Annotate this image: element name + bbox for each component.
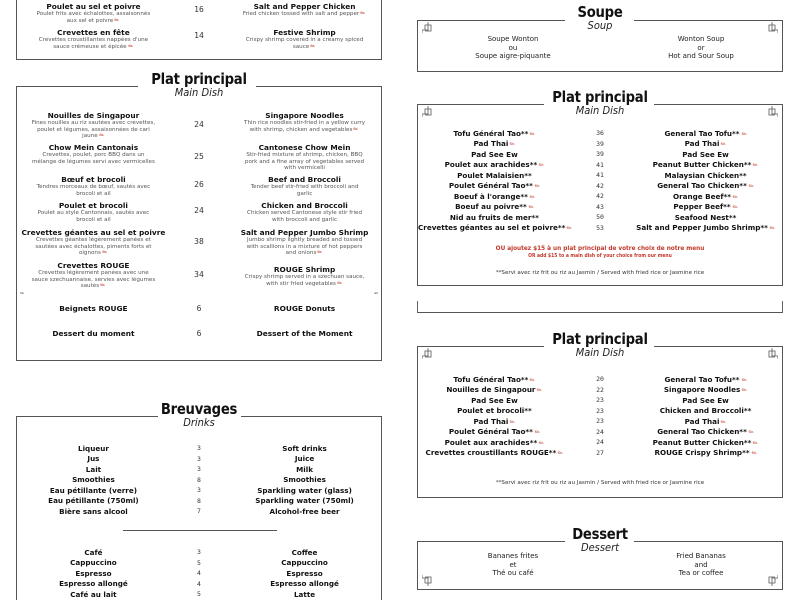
- chili-pepper-icon: ✎: [739, 129, 749, 139]
- drink-price: 8: [197, 496, 201, 505]
- item-price: 23: [596, 406, 604, 415]
- item-desc-fr: Crevettes, poulet, porc BBQ dans un mélange de légumes servi avec vermicelles: [31, 152, 155, 165]
- drink-name-en: Sparkling water (750ml): [255, 496, 354, 506]
- item-name-en: General Tao Chicken**: [657, 427, 747, 437]
- menu-item: [17, 228, 381, 257]
- item-name-fr: Poulet aux arachides**: [444, 437, 538, 447]
- chili-pepper-icon: ✎: [556, 449, 565, 459]
- drinks-list-hot: [17, 547, 381, 600]
- item-name-en: Cantonese Chow Mein: [258, 143, 351, 152]
- corner-ornament-icon: [766, 575, 778, 587]
- drink-row: [17, 475, 381, 486]
- item-name-en: ROUGE Shrimp: [273, 265, 336, 274]
- item-desc-en: Chicken served Cantonese style stir fried with broccoli and garlic: [247, 210, 363, 223]
- dessert-options-fr: [438, 552, 588, 578]
- menu-item: [418, 139, 782, 150]
- item-name-en: General Tao Chicken**: [657, 181, 747, 191]
- chili-pepper-icon: ✎: [359, 9, 368, 18]
- menu-item: [418, 212, 782, 223]
- item-name-fr: Boeuf au poivre**: [455, 202, 527, 212]
- drink-name-fr: Café au lait: [70, 589, 117, 599]
- item-name-fr: Dessert du moment: [52, 329, 135, 338]
- item-name-fr: Pad See Ew: [471, 395, 518, 405]
- menu-item: [418, 128, 782, 139]
- menu-item: [17, 143, 381, 172]
- section-title: [418, 526, 782, 554]
- chili-pepper-icon: ✎: [126, 41, 135, 51]
- item-price: 24: [194, 120, 204, 129]
- drink-row: [17, 579, 381, 590]
- item-price: 14: [194, 31, 204, 40]
- chili-pepper-icon: ✎: [533, 182, 542, 192]
- menu-item: [418, 427, 782, 438]
- chili-pepper-icon: ✎: [751, 161, 760, 171]
- item-name-en: Festive Shrimp: [273, 28, 336, 37]
- drink-row: [17, 506, 381, 517]
- menu-item: [418, 448, 782, 459]
- menu-item: [17, 201, 381, 223]
- soup-options-fr: [438, 35, 588, 61]
- section-title-fr: Dessert: [572, 525, 628, 543]
- corner-ornament-icon: [422, 347, 434, 359]
- drink-name-fr: Bière sans alcool: [59, 506, 128, 516]
- item-desc-fr: Tendres morceaux de bœuf, sautés avec brocoli et ail: [36, 184, 151, 197]
- item-desc-en: Fried chicken tossed with salt and pepper✎: [242, 9, 368, 18]
- item-desc-fr: Crevettes croustillantes nappées d'une sauce crémeuse et épicée✎: [38, 37, 149, 51]
- item-price: 25: [194, 152, 204, 161]
- promo-text-fr: OU ajoutez $15 à un plat principal de votre choix de notre menu: [495, 244, 705, 252]
- item-price: 50: [596, 213, 604, 222]
- corner-ornament-icon: [766, 105, 778, 117]
- menu-item: [418, 395, 782, 406]
- item-price: 24: [596, 427, 604, 436]
- drink-row: [17, 558, 381, 569]
- item-name-fr: Poulet Général Tao**: [448, 181, 533, 191]
- main-dish-section-dinner: [417, 88, 783, 286]
- item-name-fr: Bœuf et brocoli: [61, 175, 126, 184]
- soup-line: ou: [508, 43, 518, 52]
- item-price: 36: [596, 129, 604, 138]
- item-name-fr: Poulet aux arachides**: [444, 160, 538, 170]
- item-name-en: Singapore Noodles: [265, 111, 344, 120]
- item-price: 39: [596, 139, 604, 148]
- drink-name-fr: Eau pétillante (verre): [49, 485, 137, 495]
- dessert-line: and: [694, 560, 708, 569]
- chili-pepper-icon: ✎: [97, 131, 106, 140]
- item-price: 6: [196, 329, 202, 338]
- desserts-list-box: [16, 294, 382, 361]
- soup-line: Soupe Wonton: [487, 35, 539, 43]
- soup-line: Hot and Sour Soup: [668, 52, 734, 60]
- section-title-en: Main Dish: [575, 104, 625, 117]
- item-desc-fr: Poulet frits avec échalottes, assaisonnés aux sel et poivre✎: [36, 11, 151, 25]
- chili-pepper-icon: ✎: [533, 428, 542, 438]
- section-title-fr: Soupe: [577, 3, 623, 21]
- chili-pepper-icon: ✎: [309, 41, 318, 51]
- item-price: 24: [194, 206, 204, 215]
- drink-name-fr: Espresso: [75, 568, 112, 578]
- drink-name-en: Sparkling water (glass): [257, 485, 352, 495]
- dessert-options-en: [626, 552, 776, 578]
- menu-item: [418, 149, 782, 160]
- dessert-line: Fried Bananas: [676, 552, 726, 560]
- soup-line: Soupe aigre-piquante: [475, 52, 551, 60]
- section-title: [418, 4, 782, 32]
- item-name-fr: Poulet et brocoli: [58, 201, 128, 210]
- blank-box: [417, 301, 783, 313]
- item-name-en: Peanut Butter Chicken**: [652, 160, 752, 170]
- item-desc-fr: Crevettes géantes légèrement panées et sautées avec échalottes, piments forts et oignons✎: [35, 237, 152, 257]
- chili-pepper-icon: ✎: [528, 129, 538, 139]
- chili-pepper-icon: ✎: [352, 124, 361, 134]
- drink-name-en: Espresso: [286, 568, 323, 578]
- section-title-fr: Plat principal: [552, 88, 648, 106]
- chili-pepper-icon: ✎: [751, 438, 760, 448]
- item-name-fr: Poulet Général Tao**: [448, 427, 533, 437]
- section-title: [17, 71, 381, 99]
- item-price: 42: [596, 192, 604, 201]
- item-name-en: ROUGE Donuts: [273, 304, 336, 313]
- drink-name-fr: Espresso allongé: [59, 579, 128, 589]
- appetizers-box: [16, 0, 382, 60]
- item-name-fr: Beignets ROUGE: [59, 304, 128, 313]
- main-dish-section: [16, 70, 382, 298]
- drink-name-en: Alcohol-free beer: [269, 506, 340, 516]
- chili-pepper-icon: ✎: [747, 428, 756, 438]
- main-dish-list: [418, 128, 782, 233]
- dessert-line: Tea or coffee: [678, 569, 724, 577]
- section-title-en: Main Dish: [575, 346, 625, 359]
- menu-item: [418, 223, 782, 234]
- chili-pepper-icon: ✎: [740, 386, 749, 396]
- drink-price: 5: [197, 590, 201, 599]
- menu-item: [418, 416, 782, 427]
- menu-item: [418, 437, 782, 448]
- section-title: [418, 89, 782, 117]
- chili-pepper-icon: ✎: [731, 192, 740, 202]
- corner-ornament-icon: [422, 105, 434, 117]
- main-dish-list: [418, 374, 782, 458]
- item-name-fr: Nouilles de Singapour: [446, 385, 536, 395]
- drink-price: 4: [197, 569, 201, 578]
- dessert-line: et: [509, 560, 517, 569]
- drink-name-fr: Liqueur: [78, 443, 109, 453]
- item-name-fr: Pad Thai: [473, 416, 509, 426]
- menu-item: [17, 175, 381, 197]
- chili-pepper-icon: ✎: [768, 224, 777, 234]
- item-name-en: General Tao Tofu**: [664, 128, 740, 138]
- promo-text-en: OR add $15 to a main dish of your choice from our menu: [528, 253, 672, 259]
- chili-pepper-icon: ✎: [508, 140, 517, 150]
- section-title-fr: Plat principal: [151, 70, 247, 88]
- menu-item: [418, 385, 782, 396]
- item-name-fr: Chow Mein Cantonais: [48, 143, 139, 152]
- item-name-en: Pad Thai: [684, 139, 720, 149]
- item-name-fr: Pad Thai: [473, 139, 509, 149]
- main-dish-section-lunch: [417, 330, 783, 498]
- drink-name-fr: Smoothies: [72, 475, 115, 485]
- drink-price: 3: [197, 454, 201, 463]
- chili-pepper-icon: ✎: [508, 417, 517, 427]
- section-title-en: Soup: [587, 19, 613, 32]
- item-price: 42: [596, 181, 604, 190]
- dessert-line: Thé ou café: [492, 569, 534, 577]
- drink-name-fr: Café: [84, 547, 103, 557]
- drink-name-en: Cappuccino: [281, 558, 328, 568]
- drink-name-en: Soft drinks: [282, 443, 327, 453]
- menu-item: [418, 181, 782, 192]
- chili-pepper-icon: ✎: [113, 15, 122, 25]
- drink-name-en: Milk: [296, 464, 313, 474]
- menu-item: [17, 111, 381, 140]
- chili-pepper-icon: ✎: [747, 182, 756, 192]
- item-desc-en: Stir-fried mixture of shrimp, chicken, BBQ pork and a fine array of vegetables served with vermicelli: [244, 152, 365, 171]
- menu-item: [17, 261, 381, 290]
- item-price: 24: [596, 438, 604, 447]
- item-name-en: Seafood Nest**: [674, 212, 737, 222]
- menu-item: [418, 170, 782, 181]
- drink-price: 3: [197, 486, 201, 495]
- item-name-en: Salt and Pepper Jumbo Shrimp**: [636, 223, 768, 233]
- corner-ornament-icon: [766, 347, 778, 359]
- item-desc-en: Crispy shrimp covered in a creamy spiced sauce✎: [245, 37, 364, 51]
- drink-name-fr: Lait: [85, 464, 102, 474]
- item-name-fr: Pad See Ew: [471, 149, 518, 159]
- chili-pepper-icon: ✎: [100, 248, 110, 257]
- section-title: [418, 331, 782, 359]
- drink-price: 5: [197, 558, 201, 567]
- drink-price: 4: [197, 579, 201, 588]
- item-name-fr: Crevettes en fête: [57, 28, 130, 37]
- item-name-en: Chicken and Broccoli**: [659, 406, 752, 416]
- menu-item: [17, 329, 381, 338]
- item-name-en: Chicken and Broccoli: [261, 201, 348, 210]
- chili-pepper-icon: ✎: [335, 278, 345, 288]
- soup-section: [417, 3, 783, 72]
- item-name-fr: Poulet et brocoli**: [457, 406, 532, 416]
- item-price: 6: [196, 304, 202, 313]
- section-title-en: Main Dish: [174, 86, 224, 99]
- item-name-fr: Tofu Général Tao**: [453, 374, 529, 384]
- item-desc-en: Thin rice noodles stir-fried in a yellow curry with shrimp, chicken and vegetables✎: [244, 120, 366, 134]
- item-price: 34: [194, 270, 204, 279]
- menu-item: [418, 374, 782, 385]
- drinks-list-cold: [17, 443, 381, 517]
- item-desc-fr: Fines nouilles au riz sautées avec crevettes, poulet et légumes, assaisonnées de cari jaune✎: [31, 120, 156, 140]
- item-name-en: Pad See Ew: [682, 395, 729, 405]
- item-desc-fr: Poulet au style Cantonnais, sautés avec brocoli et ail: [37, 210, 150, 223]
- chili-pepper-icon: ✎: [537, 438, 546, 448]
- item-name-en: Pepper Beef**: [673, 202, 731, 212]
- item-name-fr: Crevettes ROUGE: [57, 261, 130, 270]
- menu-item: [17, 2, 381, 24]
- drink-name-en: Latte: [293, 589, 316, 599]
- item-name-en: Pad See Ew: [682, 149, 729, 159]
- drink-row: [17, 454, 381, 465]
- drink-name-en: Espresso allongé: [270, 579, 339, 589]
- item-name-fr: Tofu Général Tao**: [453, 128, 529, 138]
- dessert-section: [417, 525, 783, 590]
- item-name-fr: Poulet au sel et poivre: [46, 2, 141, 11]
- item-price: 27: [596, 448, 604, 457]
- corner-ornament-icon: [422, 21, 434, 33]
- item-price: 41: [596, 171, 604, 180]
- chili-pepper-icon: ✎: [750, 449, 759, 459]
- drinks-section: [16, 400, 382, 600]
- drink-row: [17, 443, 381, 454]
- drink-name-fr: Cappuccino: [70, 558, 117, 568]
- soup-line: or: [697, 43, 705, 52]
- menu-item: [418, 406, 782, 417]
- section-divider: [123, 530, 277, 531]
- chili-pepper-icon: ✎: [528, 192, 537, 202]
- item-desc-en: Crispy shrimp served in a szechuan sauce, with stir fried vegetables✎: [244, 274, 365, 288]
- item-price: 23: [596, 417, 604, 426]
- drink-row: [17, 485, 381, 496]
- item-price: 20: [596, 375, 604, 384]
- item-name-fr: Crevettes géantes au sel et poivre**: [418, 223, 566, 233]
- chili-pepper-icon: ✎: [719, 140, 729, 150]
- menu-item: [418, 191, 782, 202]
- menu-item: [17, 28, 381, 50]
- chili-pepper-icon: ✎: [719, 417, 729, 427]
- drink-row: [17, 589, 381, 600]
- item-price: 38: [194, 237, 204, 246]
- soup-options-en: [626, 35, 776, 61]
- item-name-fr: Nouilles de Singapour: [47, 111, 140, 120]
- drink-name-en: Coffee: [291, 547, 318, 557]
- drink-name-fr: Eau pétillante (750ml): [48, 496, 139, 506]
- item-price: 23: [596, 396, 604, 405]
- drink-price: 8: [197, 475, 201, 484]
- item-name-en: ROUGE Crispy Shrimp**: [654, 448, 750, 458]
- chili-pepper-icon: ✎: [527, 203, 536, 213]
- item-name-en: Orange Beef**: [673, 191, 732, 201]
- item-name-en: Singapore Noodles: [663, 385, 741, 395]
- drink-row: [17, 464, 381, 475]
- rice-note: **Servi avec riz frit ou riz au Jasmin / Served with fried rice or Jasmine rice: [495, 480, 705, 486]
- item-name-en: Beef and Broccoli: [268, 175, 341, 184]
- drink-row: [17, 547, 381, 558]
- drink-row: [17, 496, 381, 507]
- item-name-en: General Tao Tofu**: [664, 374, 740, 384]
- item-price: 53: [596, 223, 604, 232]
- item-desc-en: Jumbo shrimp lightly breaded and tossed with scallions in a mixture of hot peppers and onions✎: [246, 237, 363, 257]
- item-name-en: Peanut Butter Chicken**: [652, 437, 752, 447]
- chili-pepper-icon: ✎: [528, 375, 538, 385]
- drink-name-en: Juice: [294, 454, 315, 464]
- menu-item: [418, 202, 782, 213]
- soup-line: Wonton Soup: [677, 35, 725, 43]
- corner-ornament-icon: [766, 21, 778, 33]
- item-name-fr: Poulet Malaisien**: [457, 170, 532, 180]
- drink-row: [17, 568, 381, 579]
- item-price: 26: [194, 180, 204, 189]
- chili-pepper-icon: ✎: [739, 375, 749, 385]
- section-title-en: Dessert: [580, 541, 620, 554]
- corner-ornament-icon: [422, 575, 434, 587]
- section-title: [17, 401, 381, 429]
- chili-pepper-icon: ✎: [731, 203, 740, 213]
- item-price: 41: [596, 160, 604, 169]
- item-desc-fr: Crevettes légèrement panées avec une sauce szechuannaise, servies avec légumes sautés✎: [31, 270, 156, 290]
- chili-pepper-icon: ✎: [316, 248, 325, 257]
- item-name-en: Salt and Pepper Chicken: [253, 2, 356, 11]
- item-price: 39: [596, 150, 604, 159]
- drink-price: 3: [197, 465, 201, 474]
- item-desc-en: Tender beef stir-fried with broccoli and garlic: [250, 184, 359, 197]
- chili-pepper-icon: ✎: [537, 161, 546, 171]
- item-name-en: Pad Thai: [684, 416, 720, 426]
- drink-name-fr: Jus: [87, 454, 100, 464]
- drink-price: 3: [197, 444, 201, 453]
- chili-pepper-icon: ✎: [535, 386, 545, 396]
- drink-price: 7: [197, 507, 201, 516]
- item-name-fr: Crevettes croustillants ROUGE**: [425, 448, 557, 458]
- section-title-en: Drinks: [183, 416, 215, 429]
- section-title-fr: Breuvages: [160, 400, 238, 418]
- item-name-fr: Nid au fruits de mer**: [449, 212, 539, 222]
- chili-pepper-icon: ✎: [565, 224, 575, 234]
- item-name-fr: Crevettes géantes au sel et poivre: [21, 228, 166, 237]
- item-name-en: Dessert of the Moment: [256, 329, 353, 338]
- menu-item: [418, 160, 782, 171]
- item-price: 16: [194, 5, 204, 14]
- dessert-line: Bananes frites: [487, 552, 539, 560]
- drink-name-en: Smoothies: [283, 475, 326, 485]
- item-name-en: Salt and Pepper Jumbo Shrimp: [240, 228, 369, 237]
- item-price: 43: [596, 202, 604, 211]
- item-price: 22: [596, 385, 604, 394]
- item-name-fr: Boeuf à l'orange**: [453, 191, 528, 201]
- section-title-fr: Plat principal: [552, 330, 648, 348]
- chili-pepper-icon: ✎: [99, 281, 108, 290]
- rice-note: **Servi avec riz frit ou riz au Jasmin / Served with fried rice or Jasmine rice: [495, 270, 705, 276]
- item-name-en: Malaysian Chicken**: [664, 170, 747, 180]
- menu-item: [17, 304, 381, 313]
- drink-price: 3: [197, 548, 201, 557]
